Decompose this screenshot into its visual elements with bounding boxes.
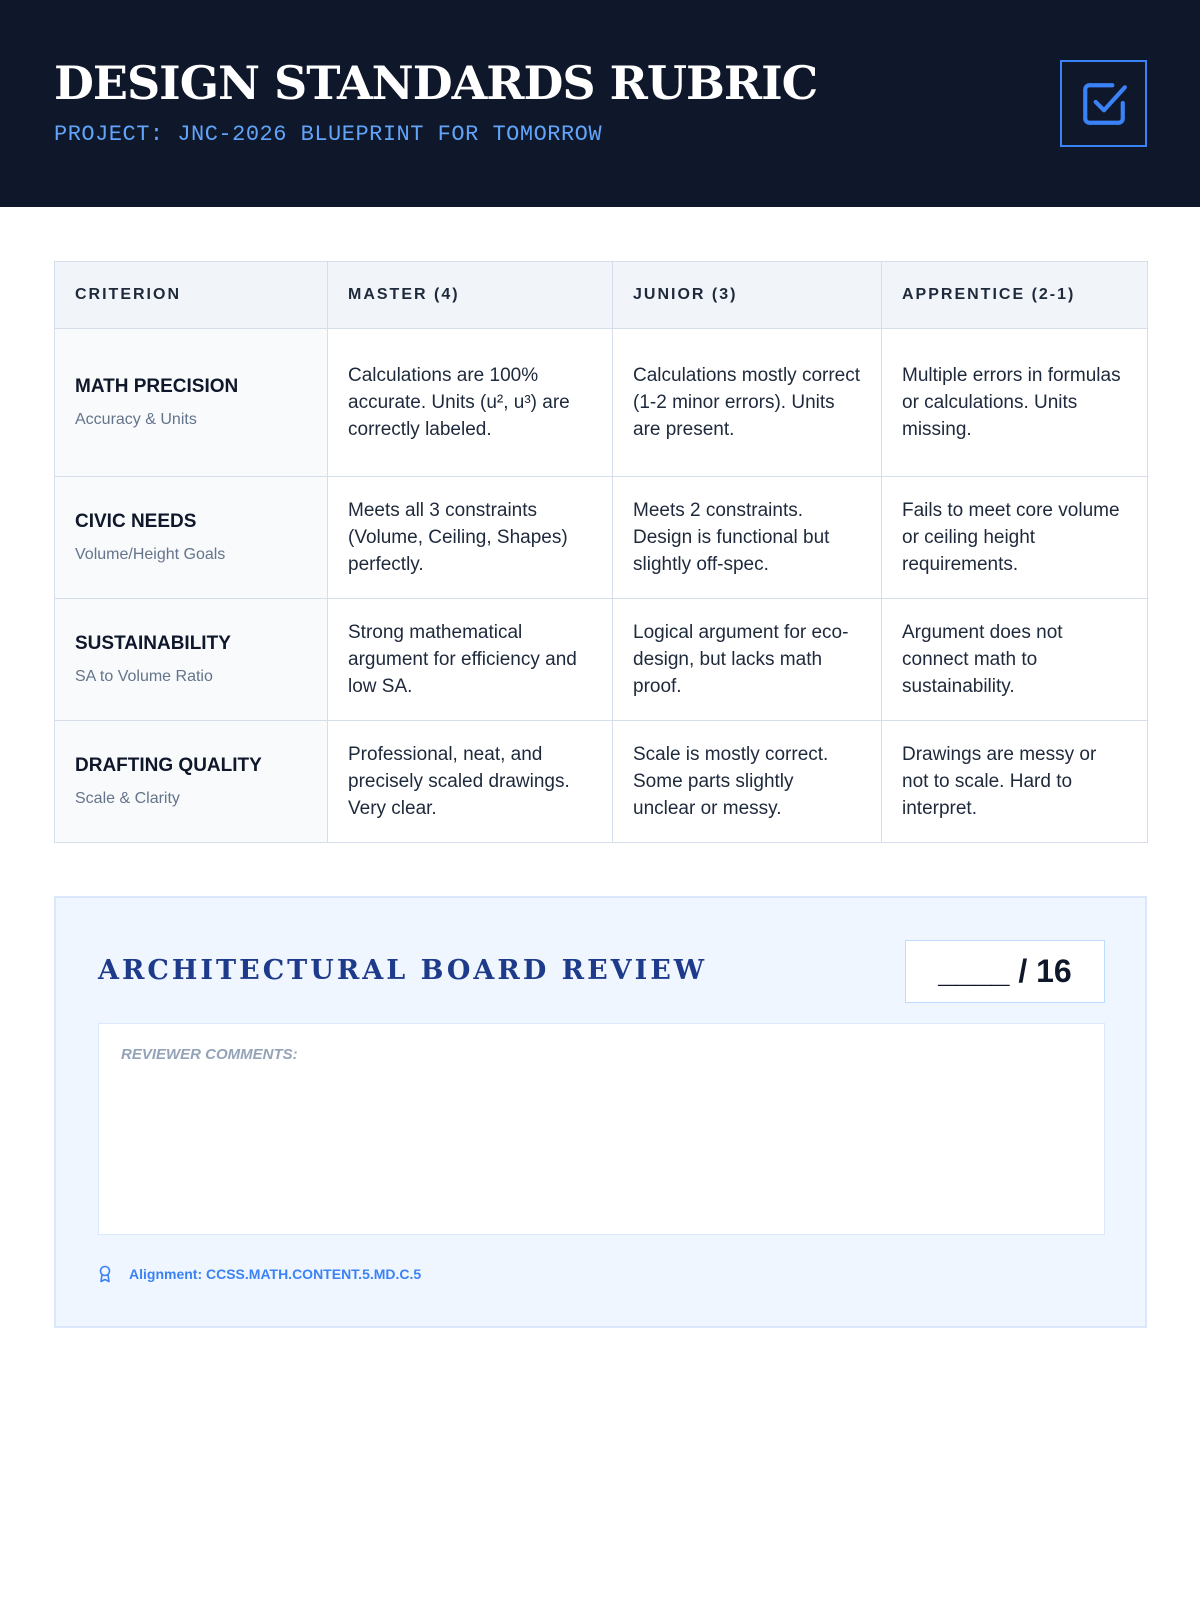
criterion-title: MATH PRECISION bbox=[75, 375, 239, 397]
logo-badge bbox=[1060, 60, 1147, 147]
review-title: ARCHITECTURAL BOARD REVIEW bbox=[98, 955, 708, 986]
page-title: DESIGN STANDARDS RUBRIC bbox=[54, 56, 818, 110]
junior-cell: Scale is mostly correct. Some parts slightly unclear or messy. bbox=[613, 721, 882, 843]
junior-cell: Logical argument for eco-design, but lacks math proof. bbox=[613, 599, 882, 721]
column-header-junior: JUNIOR (3) bbox=[613, 262, 882, 329]
master-cell: Professional, neat, and precisely scaled drawings. Very clear. bbox=[328, 721, 613, 843]
table-row bbox=[55, 477, 1148, 599]
apprentice-cell: Fails to meet core volume or ceiling height requirements. bbox=[882, 477, 1148, 599]
criterion-title: SUSTAINABILITY bbox=[75, 632, 231, 654]
rubric-table bbox=[54, 261, 1148, 843]
master-cell: Meets all 3 constraints (Volume, Ceiling, Shapes) perfectly. bbox=[328, 477, 613, 599]
criterion-subtitle: SA to Volume Ratio bbox=[75, 667, 213, 685]
criterion-title: DRAFTING QUALITY bbox=[75, 754, 262, 776]
criterion-cell bbox=[55, 721, 328, 843]
table-header-row bbox=[55, 262, 1148, 329]
criterion-title: CIVIC NEEDS bbox=[75, 510, 197, 532]
master-cell: Strong mathematical argument for efficiency and low SA. bbox=[328, 599, 613, 721]
criterion-cell bbox=[55, 599, 328, 721]
apprentice-cell: Drawings are messy or not to scale. Hard to interpret. bbox=[882, 721, 1148, 843]
criterion-subtitle: Volume/Height Goals bbox=[75, 545, 226, 563]
criterion-cell bbox=[55, 329, 328, 477]
alignment-note bbox=[98, 1265, 421, 1283]
criterion-cell bbox=[55, 477, 328, 599]
master-cell: Calculations are 100% accurate. Units (u², u³) are correctly labeled. bbox=[328, 329, 613, 477]
apprentice-cell: Argument does not connect math to sustainability. bbox=[882, 599, 1148, 721]
junior-cell: Meets 2 constraints. Design is functional but slightly off-spec. bbox=[613, 477, 882, 599]
column-header-apprentice: APPRENTICE (2-1) bbox=[882, 262, 1148, 329]
reviewer-comments-field[interactable] bbox=[98, 1023, 1105, 1235]
board-review-panel bbox=[54, 896, 1147, 1328]
project-subtitle: PROJECT: JNC-2026 BLUEPRINT FOR TOMORROW bbox=[54, 122, 603, 147]
apprentice-cell: Multiple errors in formulas or calculations. Units missing. bbox=[882, 329, 1148, 477]
comments-label: REVIEWER COMMENTS: bbox=[121, 1046, 298, 1063]
table-row bbox=[55, 329, 1148, 477]
table-row bbox=[55, 599, 1148, 721]
award-icon bbox=[98, 1265, 112, 1283]
criterion-subtitle: Accuracy & Units bbox=[75, 410, 197, 428]
junior-cell: Calculations mostly correct (1-2 minor errors). Units are present. bbox=[613, 329, 882, 477]
column-header-master: MASTER (4) bbox=[328, 262, 613, 329]
criterion-subtitle: Scale & Clarity bbox=[75, 789, 180, 807]
alignment-text: Alignment: CCSS.MATH.CONTENT.5.MD.C.5 bbox=[129, 1266, 422, 1282]
column-header-criterion: CRITERION bbox=[55, 262, 328, 329]
score-field[interactable]: ____ / 16 bbox=[905, 940, 1105, 1003]
page-header bbox=[0, 0, 1200, 207]
checkbox-check-icon bbox=[1079, 79, 1129, 129]
table-row bbox=[55, 721, 1148, 843]
